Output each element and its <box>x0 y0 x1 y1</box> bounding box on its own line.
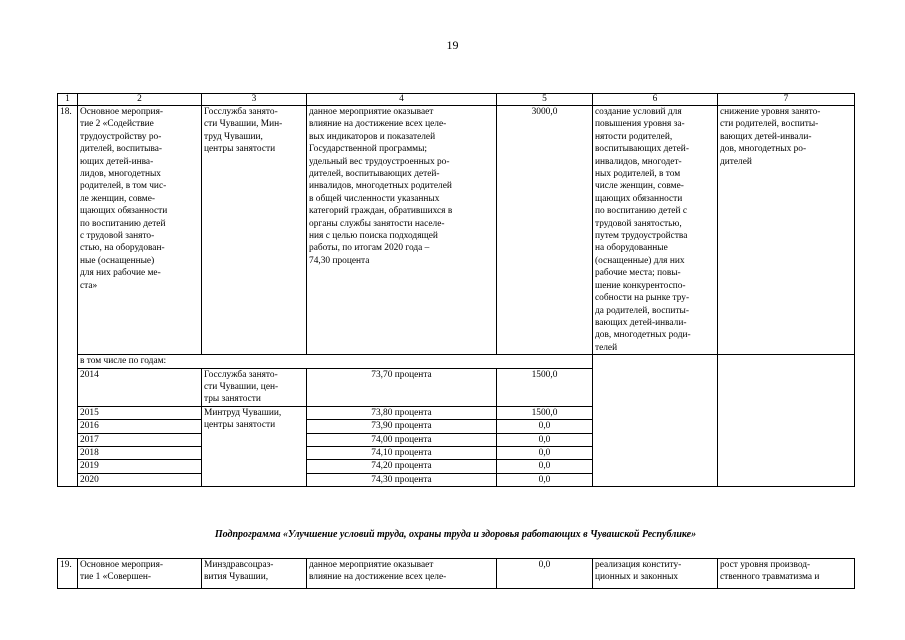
subprogram-title: Подпрограмма «Улучшение условий труда, охраны труда и здоровья работающих в Чувашской Республике» <box>214 529 697 540</box>
year-amount: 0,0 <box>497 446 593 459</box>
executors: Госслужба занято- сти Чувашии, Мин- труд Чувашии, центры занятости <box>202 106 307 355</box>
year-executor: Минтруд Чувашии, центры занятости <box>202 406 307 486</box>
year-executor: Госслужба занято- сти Чувашии, цен- тры занятости <box>202 368 307 406</box>
col-number-2: 2 <box>78 94 202 106</box>
year-amount: 0,0 <box>497 420 593 433</box>
year: 2017 <box>78 433 202 446</box>
year: 2018 <box>78 446 202 459</box>
by-years-label: в том числе по годам: <box>78 355 593 368</box>
row-number: 19. <box>58 559 78 589</box>
year-amount: 0,0 <box>497 460 593 473</box>
year-indicator-value: 73,80 процента <box>307 406 497 419</box>
funding-amount: 3000,0 <box>497 106 593 355</box>
table-row-19 <box>58 559 855 589</box>
col-number-1: 1 <box>58 94 78 106</box>
year: 2019 <box>78 460 202 473</box>
executors: Минздравсоцраз- вития Чувашии, <box>202 559 307 589</box>
consequence-by-years-empty <box>718 355 855 487</box>
consequence: рост уровня производ- ственного травматизма и <box>718 559 855 589</box>
year-amount: 1500,0 <box>497 368 593 406</box>
col-number-5: 5 <box>497 94 593 106</box>
expected-result: создание условий для повышения уровня за- нятости родителей, воспитывающих детей- инвалидов, многодет- ных родителей, в том числе женщин, совме- щающих обязанности по воспитанию детей с трудовой занятостью, путем трудоустройства на оборудованные (оснащенные) для них рабочие места; повы- шение конкурентоспо- собности на рынке тру- да родителей, воспиты- вающих детей-инвали- дов, многодетных роди- телей <box>593 106 718 355</box>
year-amount: 0,0 <box>497 473 593 486</box>
indicator-description: данное мероприятие оказывает влияние на достижение всех целе- <box>307 559 497 589</box>
consequence: снижение уровня занято- сти родителей, воспиты- вающих детей-инвали- дов, многодетных ро- дителей <box>718 106 855 355</box>
event-name: Основное мероприя- тие 2 «Содействие трудоустройству ро- дителей, воспитыва- ющих детей-инва- лидов, многодетных родителей, в том чис- ле женщин, совме- щающих обязанности по воспитанию детей с трудовой занято- стью, на оборудован- ные (оснащенные) для них рабочие ме- ста» <box>78 106 202 355</box>
year-indicator-value: 73,70 процента <box>307 368 497 406</box>
year-indicator-value: 74,20 процента <box>307 460 497 473</box>
program-table-continued <box>57 558 855 589</box>
col-number-6: 6 <box>593 94 718 106</box>
funding-amount: 0,0 <box>497 559 593 589</box>
col-number-7: 7 <box>718 94 855 106</box>
expected-result: реализация конститу- ционных и законных <box>593 559 718 589</box>
year: 2020 <box>78 473 202 486</box>
page-number: 19 <box>446 38 459 52</box>
year-indicator-value: 74,30 процента <box>307 473 497 486</box>
year: 2016 <box>78 420 202 433</box>
year-indicator-value: 74,10 процента <box>307 446 497 459</box>
year: 2015 <box>78 406 202 419</box>
year: 2014 <box>78 368 202 406</box>
program-table <box>57 93 855 487</box>
by-years-row <box>58 355 855 368</box>
year-indicator-value: 74,00 процента <box>307 433 497 446</box>
table-row-18 <box>58 106 855 355</box>
year-amount: 0,0 <box>497 433 593 446</box>
indicator-description: данное мероприятие оказывает влияние на достижение всех целе- вых индикаторов и показателей Государственной программы; удельный вес трудоустроенных ро- дителей, воспитывающих детей- инвалидов, многодетных родителей в общей численности указанных категорий граждан, обратившихся в органы службы занятости населе- ния с целью поиска подходящей работы, по итогам 2020 года – 74,30 процента <box>307 106 497 355</box>
event-name: Основное мероприя- тие 1 «Совершен- <box>78 559 202 589</box>
col-number-4: 4 <box>307 94 497 106</box>
year-indicator-value: 73,90 процента <box>307 420 497 433</box>
row-number: 18. <box>58 106 78 487</box>
column-number-row <box>58 94 855 106</box>
col-number-3: 3 <box>202 94 307 106</box>
year-amount: 1500,0 <box>497 406 593 419</box>
result-by-years-empty <box>593 355 718 487</box>
